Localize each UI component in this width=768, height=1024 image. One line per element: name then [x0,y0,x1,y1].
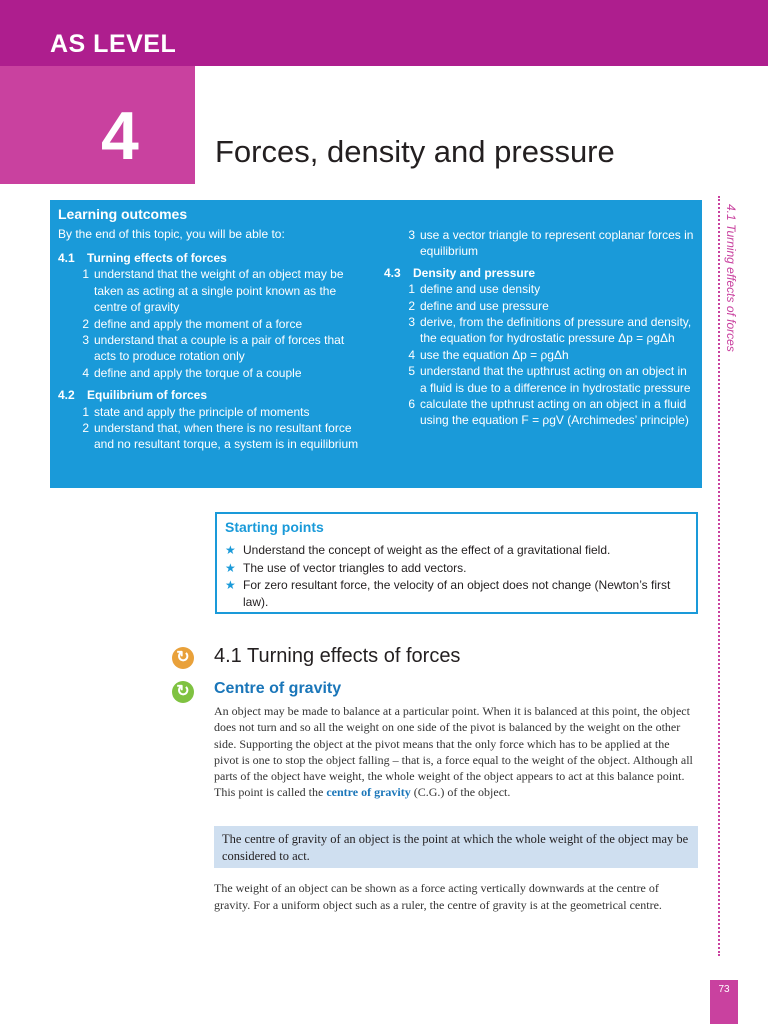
learning-outcomes-box [50,200,702,488]
subsection-swirl-icon: ↻ [172,681,194,703]
outcome-item: 3 use a vector triangle to represent coplanar forces in equilibrium [408,228,694,259]
side-dotted-rule [718,196,720,956]
outcome-item: 2 understand that, when there is no resultant force and no resultant torque, a system is in equilibrium [82,421,359,452]
page-number: 73 [710,980,738,1024]
side-section-label: 4.1 Turning effects of forces [724,204,738,352]
outcome-section-heading: 4.2 Equilibrium of forces [58,388,208,403]
chapter-title: Forces, density and pressure [215,134,615,169]
outcome-item: 5 understand that the upthrust acting on an object in a fluid is due to a difference in hydrostatic pressure [408,364,691,395]
outcome-item: 2 define and use pressure [408,298,549,313]
subheading: Centre of gravity [214,680,342,697]
level-label: AS LEVEL [50,30,177,58]
outcome-item: 4 define and apply the torque of a couple [82,365,302,380]
chapter-number-box [0,66,195,184]
body-paragraph: The weight of an object can be shown as a force acting vertically downwards at the centre of gravity. For a uniform object such as a ruler, the centre of gravity is at the geometrical centre. [214,881,662,912]
outcome-section-heading: 4.1 Turning effects of forces [58,251,227,265]
star-bullet-icon: ★ [225,578,236,592]
list-item: ★ For zero resultant force, the velocity of an object does not change (Newton’s first law). [225,578,671,609]
starting-points-title: Starting points [225,519,324,535]
outcome-item: 1 define and use density [408,282,541,297]
body-paragraph: An object may be made to balance at a particular point. When it is balanced at this point, the object does not turn and so all the weight on one side of the pivot is balanced by the weight on the other side. Supporting the object at the pivot means that the only force which has to be applied at the pivot is one to stop the object falling – that is, a force equal to the weight of the object. Although all parts of the object have weight, the whole weight of the object appears to act at this balance point. This point is called the centre of gravity (C.G.) of the object. [214,704,693,800]
list-item: ★ Understand the concept of weight as the effect of a gravitational field. [225,543,611,557]
starting-points-list [225,542,690,611]
star-bullet-icon: ★ [225,543,236,557]
list-item: ★ The use of vector triangles to add vectors. [225,560,467,575]
top-banner [0,0,768,66]
outcome-item: 3 derive, from the definitions of pressure and density, the equation for hydrostatic pressure Δp = ρgΔh [408,315,692,346]
outcome-item: 4 use the equation Δp = ρgΔh [408,347,569,362]
definition-text: The centre of gravity of an object is the point at which the whole weight of the object may be considered to act. [222,832,689,863]
section-swirl-icon: ↻ [172,647,194,669]
learning-outcomes-intro: By the end of this topic, you will be able to: [58,227,285,241]
key-term: centre of gravity [326,785,411,800]
outcome-item: 1 state and apply the principle of moments [82,404,310,419]
starting-points-box [215,512,698,614]
outcome-item: 1 understand that the weight of an object may be taken as acting at a single point known as the centre of gravity [82,267,344,315]
outcomes-column-right [384,227,694,429]
section-heading: 4.1 Turning effects of forces [214,645,461,667]
outcome-item: 3 understand that a couple is a pair of forces that acts to produce rotation only [82,333,345,364]
outcome-item: 2 define and apply the moment of a force [82,316,303,331]
star-bullet-icon: ★ [225,560,236,575]
chapter-number: 4 [101,98,139,174]
learning-outcomes-title: Learning outcomes [58,206,188,222]
outcomes-column-left [58,247,364,453]
definition-box [214,826,698,868]
outcome-item: 6 calculate the upthrust acting on an object in a fluid using the equation F = ρgV (Archimedes’ principle) [408,397,689,428]
outcome-section-heading: 4.3 Density and pressure [384,265,536,280]
